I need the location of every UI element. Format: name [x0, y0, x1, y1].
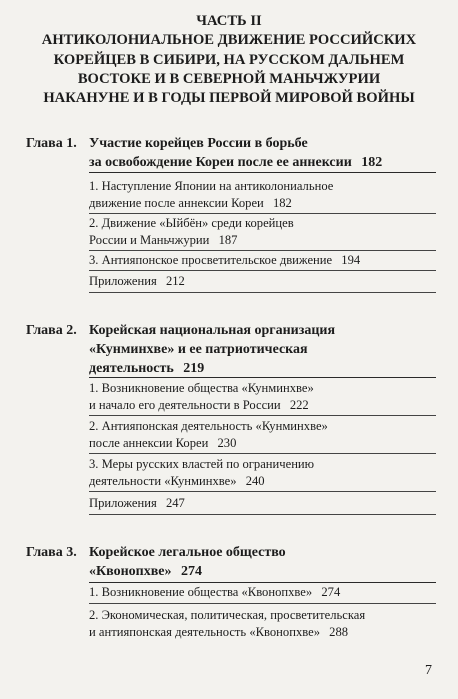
entry-page-number: 182	[272, 195, 292, 210]
entry-line: России и Маньчжурии	[89, 232, 210, 247]
entry-line: 2. Экономическая, политическая, просветительская	[89, 608, 366, 622]
entry-line: Приложения	[89, 496, 157, 510]
entry-page-number: 288	[329, 624, 349, 639]
entry-line: и начало его деятельности в России	[89, 397, 281, 412]
divider	[89, 250, 436, 251]
part-title-line: НАКАНУНЕ И В ГОДЫ ПЕРВОЙ МИРОВОЙ ВОЙНЫ	[43, 90, 415, 107]
page-number: 7	[425, 663, 432, 678]
chapter-title	[89, 321, 436, 378]
chapter-page-number: 219	[183, 361, 205, 376]
part-heading	[16, 12, 442, 108]
toc-entry	[89, 178, 436, 211]
chapter-label: Глава 3.	[26, 545, 77, 560]
entry-line: 1. Возникновение общества «Квонопхве»	[89, 585, 313, 599]
divider	[89, 213, 436, 214]
chapter-page-number: 274	[181, 564, 203, 579]
part-title-line: ЧАСТЬ II	[196, 13, 262, 29]
entry-page-number: 222	[289, 397, 309, 412]
chapter-title-line: за освобождение Кореи после ее аннексии	[89, 155, 352, 170]
toc-entry	[89, 252, 436, 269]
toc-entry	[89, 418, 436, 451]
chapter-page-number: 182	[361, 155, 383, 170]
entry-line: 2. Антияпонская деятельность «Кунминхве»	[89, 419, 328, 433]
chapter-title-line: Корейское легальное общество	[89, 545, 286, 560]
divider	[89, 491, 436, 492]
part-title-line: АНТИКОЛОНИАЛЬНОЕ ДВИЖЕНИЕ РОССИЙСКИХ	[41, 32, 417, 49]
divider	[89, 172, 436, 173]
divider	[89, 377, 436, 378]
entry-page-number: 194	[341, 253, 361, 267]
entry-line: 1. Возникновение общества «Кунминхве»	[89, 381, 314, 395]
part-title-line: КОРЕЙЦЕВ В СИБИРИ, НА РУССКОМ ДАЛЬНЕМ	[53, 51, 405, 68]
divider	[89, 453, 436, 454]
entry-line: после аннексии Кореи	[89, 435, 209, 450]
entry-page-number: 187	[218, 232, 238, 247]
chapter-title-line: «Квонопхве»	[89, 564, 172, 579]
entry-line: 2. Движение «Ыйбён» среди корейцев	[89, 216, 294, 230]
chapter-label: Глава 2.	[26, 323, 77, 338]
chapter-title-line: Участие корейцев России в борьбе	[89, 136, 308, 151]
divider	[89, 514, 436, 515]
chapter-label: Глава 1.	[26, 136, 77, 151]
chapter-title	[89, 134, 436, 172]
divider	[89, 292, 436, 293]
entry-line: и антияпонская деятельность «Квонопхве»	[89, 624, 321, 639]
divider	[89, 582, 436, 583]
divider	[89, 415, 436, 416]
entry-page-number: 247	[165, 496, 185, 510]
entry-page-number: 240	[245, 473, 265, 488]
toc-entry	[89, 380, 436, 413]
entry-line: движение после аннексии Кореи	[89, 195, 264, 210]
part-title-line: ВОСТОКЕ И В СЕВЕРНОЙ МАНЬЧЖУРИИ	[77, 70, 381, 87]
entry-line: Приложения	[89, 274, 157, 288]
chapter-title-line: Корейская национальная организация	[89, 323, 336, 338]
chapter-title-line: «Кунминхве» и ее патриотическая	[89, 342, 308, 357]
entry-line: 1. Наступление Японии на антиколониальное	[89, 179, 334, 193]
toc-entry	[89, 584, 436, 601]
chapter-title	[89, 543, 436, 581]
entry-page-number: 230	[217, 435, 237, 450]
toc-entry	[89, 607, 436, 640]
divider	[89, 603, 436, 604]
entry-line: 3. Антияпонское просветительское движение	[89, 253, 333, 267]
entry-page-number: 274	[321, 585, 341, 599]
toc-entry	[89, 215, 436, 248]
toc-entry	[89, 456, 436, 489]
chapter-title-line: деятельность	[89, 361, 174, 376]
toc-entry	[89, 273, 436, 290]
divider	[89, 270, 436, 271]
toc-entry	[89, 495, 436, 512]
entry-line: деятельности «Кунминхве»	[89, 473, 237, 488]
entry-line: 3. Меры русских властей по ограничению	[89, 457, 315, 471]
entry-page-number: 212	[165, 274, 185, 288]
